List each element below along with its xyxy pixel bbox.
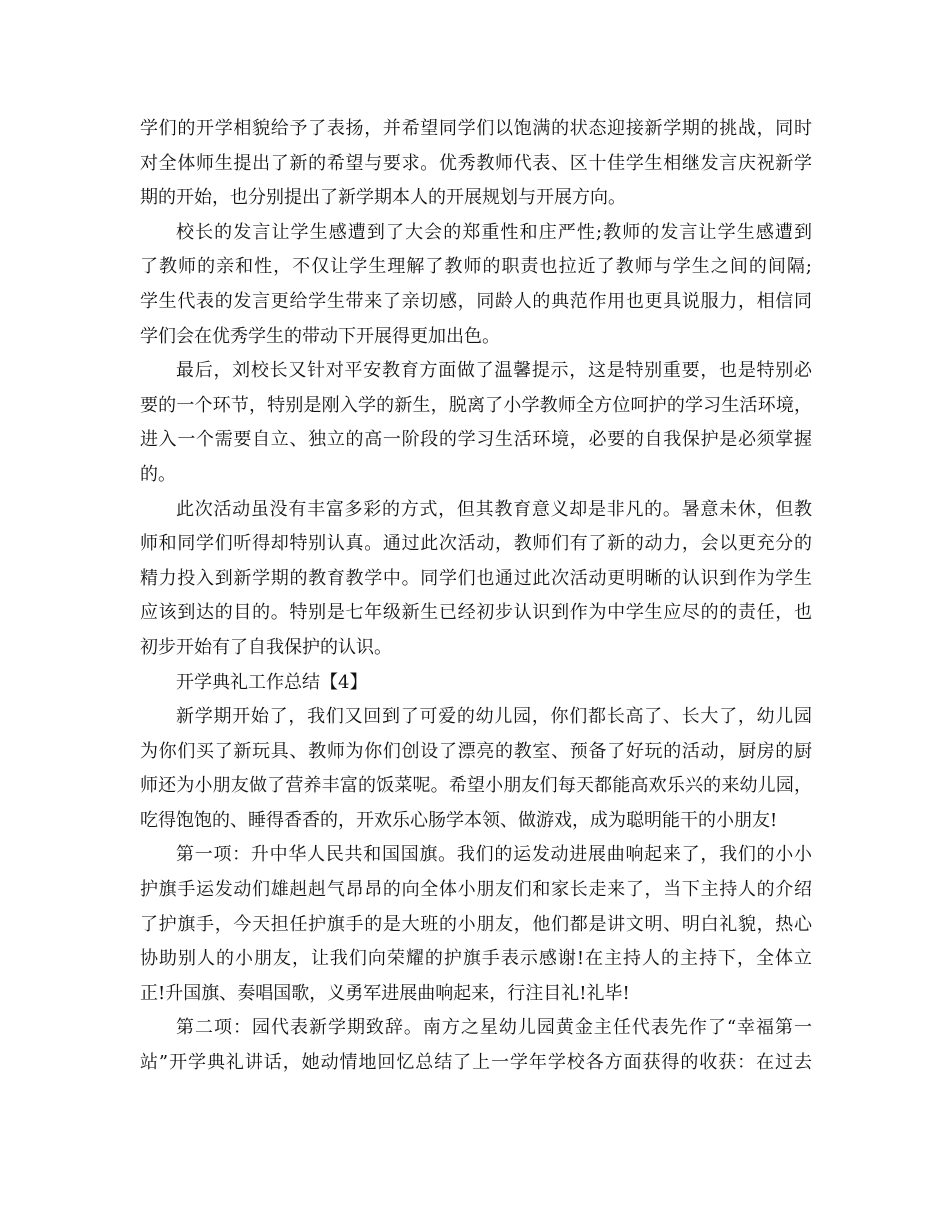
text-line: 进入一个需要自立、独立的高一阶段的学习生活环境，必要的自我保护是必须掌握 (140, 429, 812, 451)
text-line: 期的开始，也分别提出了新学期本人的开展规划与开展方向。 (140, 187, 626, 209)
paragraph-start-line: 此次活动虽没有丰富多彩的方式，但其教育意义却是非凡的。暑意未休，但教 (176, 498, 812, 520)
text-line: 的。 (140, 463, 176, 485)
text-line: 要的一个环节，特别是刚入学的新生，脱离了小学教师全方位呵护的学习生活环境， (140, 394, 812, 416)
text-line: 了教师的亲和性，不仅让学生理解了教师的职责也拉近了教师与学生之间的间隔; (140, 256, 812, 278)
text-line: 初步开始有了自我保护的认识。 (140, 636, 392, 658)
text-line: 学生代表的发言更给学生带来了亲切感，同龄人的典范作用也更具说服力，相信同 (140, 290, 812, 312)
text-line: 站”开学典礼讲话，她动情地回忆总结了上一学年学校各方面获得的收获：在过去 (140, 1052, 812, 1074)
text-line: 为你们买了新玩具、教师为你们创设了漂亮的教室、预备了好玩的活动，厨房的厨 (140, 740, 812, 762)
paragraph-start-line: 校长的发言让学生感遭到了大会的郑重性和庄严性;教师的发言让学生感遭到 (176, 221, 812, 243)
text-line: 应该到达的目的。特别是七年级新生已经初步认识到作为中学生应尽的的责任，也 (140, 602, 812, 624)
paragraph-start-line: 第二项：园代表新学期致辞。南方之星幼儿园黄金主任代表先作了“幸福第一 (176, 1017, 812, 1039)
paragraph-start-line: 开学典礼工作总结【4】 (176, 671, 368, 693)
text-line: 学们会在优秀学生的带动下开展得更加出色。 (140, 325, 500, 347)
text-line: 对全体师生提出了新的希望与要求。优秀教师代表、区十佳学生相继发言庆祝新学 (140, 152, 812, 174)
text-line: 协助别人的小朋友，让我们向荣耀的护旗手表示感谢!在主持人的主持下，全体立 (140, 948, 812, 970)
text-line: 师还为小朋友做了营养丰富的饭菜呢。希望小朋友们每天都能高欢乐兴的来幼儿园， (140, 775, 812, 797)
paragraph-start-line: 第一项：升中华人民共和国国旗。我们的运发动进展曲响起来了，我们的小小 (176, 844, 812, 866)
text-line: 吃得饱饱的、睡得香香的，开欢乐心肠学本领、做游戏，成为聪明能干的小朋友! (140, 809, 778, 831)
text-line: 师和同学们听得却特别认真。通过此次活动，教师们有了新的动力，会以更充分的 (140, 533, 812, 555)
paragraph-start-line: 最后，刘校长又针对平安教育方面做了温馨提示，这是特别重要，也是特别必 (176, 360, 812, 382)
text-line: 学们的开学相貌给予了表扬，并希望同学们以饱满的状态迎接新学期的挑战，同时 (140, 118, 812, 139)
text-line: 了护旗手，今天担任护旗手的是大班的小朋友，他们都是讲文明、明白礼貌，热心 (140, 913, 812, 935)
text-line: 护旗手运发动们雄赳赳气昂昂的向全体小朋友们和家长走来了，当下主持人的介绍 (140, 879, 812, 901)
text-line: 精力投入到新学期的教育教学中。同学们也通过此次活动更明晰的认识到作为学生 (140, 567, 812, 589)
text-line: 正!升国旗、奏唱国歌，义勇军进展曲响起来，行注目礼!礼毕! (140, 982, 630, 1004)
document-page (140, 112, 812, 1081)
paragraph-start-line: 新学期开始了，我们又回到了可爱的幼儿园，你们都长高了、长大了，幼儿园 (176, 706, 812, 728)
